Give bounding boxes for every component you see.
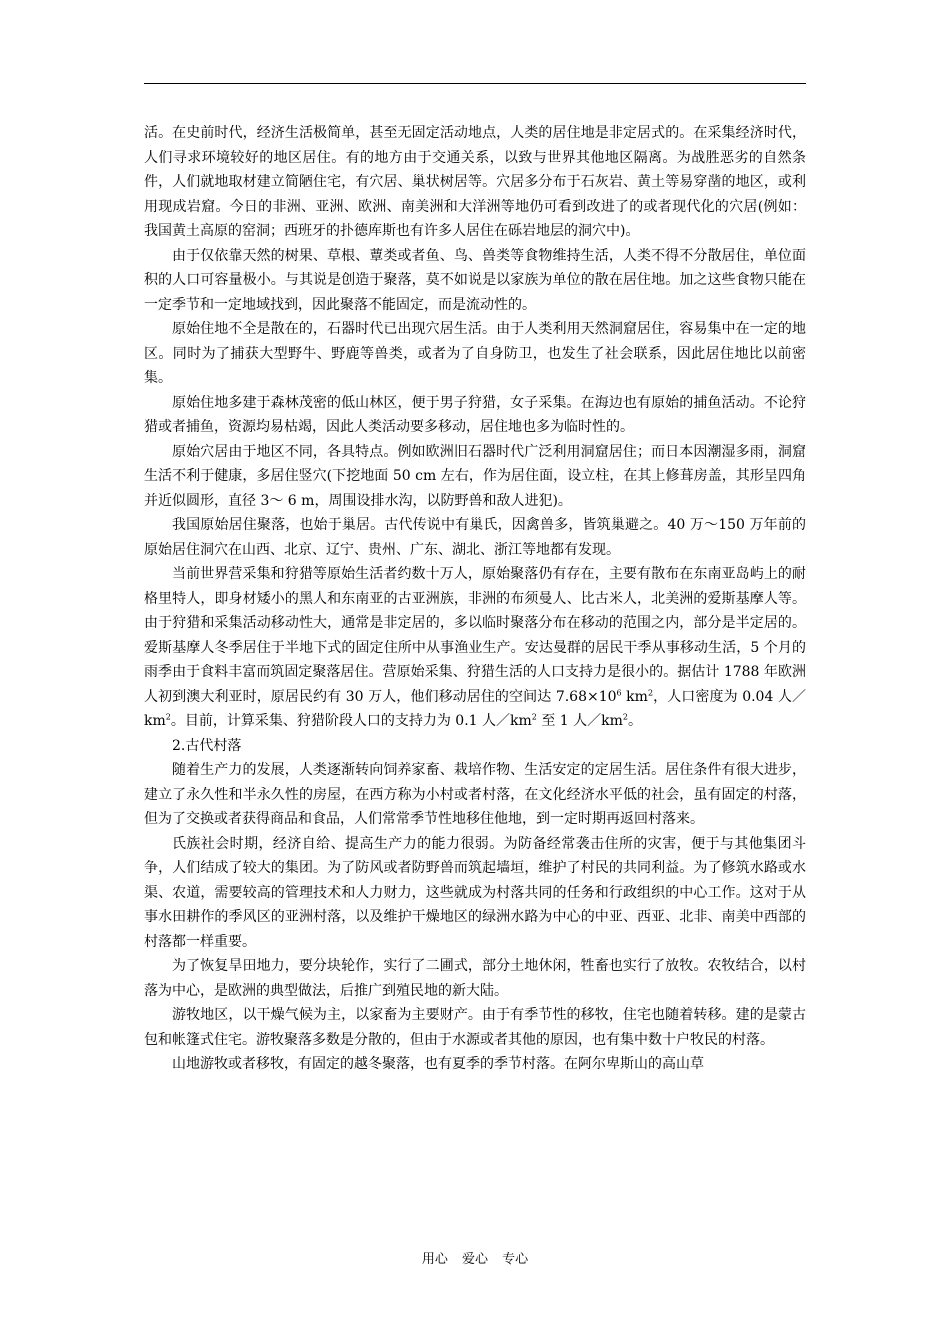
paragraph: 原始住地不全是散在的，石器时代已出现穴居生活。由于人类利用天然洞窟居住，容易集中在一定的地区。同时为了捕获大型野牛、野鹿等兽类，或者为了自身防卫，也发生了社会联系，因此居住地比以前密集。 — [144, 321, 806, 386]
paragraph: 氏族社会时期，经济自给、提高生产力的能力很弱。为防备经常袭击住所的灾害，便于与其他集团斗争，人们结成了较大的集团。为了防风或者防野兽而筑起墙垣，维护了村民的共同利益。为了修筑水路或水渠、农道，需要较高的管理技术和人力财力，这些就成为村落共同的任务和行政组织的中心工作。这对于从事水田耕作的季风区的亚洲村落，以及维护干燥地区的绿洲水路为中心的中亚、西亚、北非、南美中西部的村落都一样重要。 — [144, 835, 806, 950]
paragraph: 随着生产力的发展，人类逐渐转向饲养家畜、栽培作物、生活安定的定居生活。居住条件有很大进步，建立了永久性和半永久性的房屋，在西方称为小村或者村落，在文化经济水平低的社会，虽有固定的村落，但为了交换或者获得商品和食品，人们常常季节性地移住他地，到一定时期再返回村落来。 — [144, 762, 806, 827]
section-heading: 2.古代村落 — [172, 737, 242, 754]
paragraph: 当前世界营采集和狩猎等原始生活者约数十万人，原始聚落仍有存在，主要有散布在东南亚岛屿上的耐格里特人，即身材矮小的黑人和东南亚的古亚洲族，非洲的布须曼人、比古米人，北美洲的爱斯基摩人等。由于狩猎和采集活动移动性大，通常是非定居的，多以临时聚落分布在移动的范围之内，部分是半定居的。爱斯基摩人冬季居住于半地下式的固定住所中从事渔业生产。安达曼群的居民干季从事移动生活，5 个月的雨季由于食料丰富而筑固定聚落居住。营原始采集、狩猎生活的人口支持力是很小的。据估计 1788 年欧洲人初到澳大利亚时，原居民约有 30 万人，他们移动居住的空间达 $7.68\times 10^6$ $km^2$，人口密度为 0.04 人$/km^2$。目前，计算采集、狩猎阶段人口的支持力为 0.1 人$/km^2$ 至 1 人$/km^2$。 — [144, 566, 807, 729]
paragraph: 游牧地区，以干燥气候为主，以家畜为主要财产。由于有季节性的移牧，住宅也随着转移。建的是蒙古包和帐篷式住宅。游牧聚落多数是分散的，但由于水源或者其他的原因，也有集中数十户牧民的村落。 — [144, 1007, 806, 1048]
paragraph: 我国原始居住聚落，也始于巢居。古代传说中有巢氏，因禽兽多，皆筑巢避之。40 万～150 万年前的原始居住洞穴在山西、北京、辽宁、贵州、广东、湖北、浙江等地都有发现。 — [144, 517, 806, 558]
paragraph: 活。在史前时代，经济生活极简单，甚至无固定活动地点，人类的居住地是非定居式的。在采集经济时代，人们寻求环境较好的地区居住。有的地方由于交通关系，以致与世界其他地区隔离。为战胜恶劣的自然条件，人们就地取材建立简陋住宅，有穴居、巢状树居等。穴居多分布于石灰岩、黄土等易穿凿的地区，或利用现成岩窟。今日的非洲、亚洲、欧洲、南美洲和大洋洲等地仍可看到改进了的或者现代化的穴居(例如：我国黄土高原的窑洞；西班牙的扑德库斯也有许多人居住在砾岩地层的洞穴中)。 — [144, 125, 806, 239]
paragraph: 原始穴居由于地区不同，各具特点。例如欧洲旧石器时代广泛利用洞窟居住；而日本因潮湿多雨，洞窟生活不利于健康，多居住竖穴(下挖地面 50 cm 左右，作为居住面，设立柱，在其上修葺房盖，其形呈四角并近似圆形，直径 3～ 6 m，周围设排水沟，以防野兽和敌人进犯)。 — [144, 443, 806, 509]
paragraph: 为了恢复旱田地力，要分块轮作，实行了二圃式，部分土地休闲，牲畜也实行了放牧。农牧结合，以村落为中心，是欧洲的典型做法，后推广到殖民地的新大陆。 — [144, 958, 806, 999]
page-footer: 用心 爱心 专心 — [421, 1252, 529, 1267]
paragraph: 由于仅依靠天然的树果、草根、蕈类或者鱼、鸟、兽类等食物维持生活，人类不得不分散居住，单位面积的人口可容量极小。与其说是创造于聚落，莫不如说是以家族为单位的散在居住地。加之这些食物只能在一定季节和一定地域找到，因此聚落不能固定，而是流动性的。 — [144, 247, 806, 313]
paragraph: 原始住地多建于森林茂密的低山林区，便于男子狩猎，女子采集。在海边也有原始的捕鱼活动。不论狩猎或者捕鱼，资源均易枯竭，因此人类活动要多移动，居住地也多为临时性的。 — [144, 394, 806, 435]
body-text — [144, 121, 806, 1077]
paragraph: 山地游牧或者移牧，有固定的越冬聚落，也有夏季的季节村落。在阿尔卑斯山的高山草 — [172, 1056, 704, 1072]
header-rule — [144, 83, 806, 84]
